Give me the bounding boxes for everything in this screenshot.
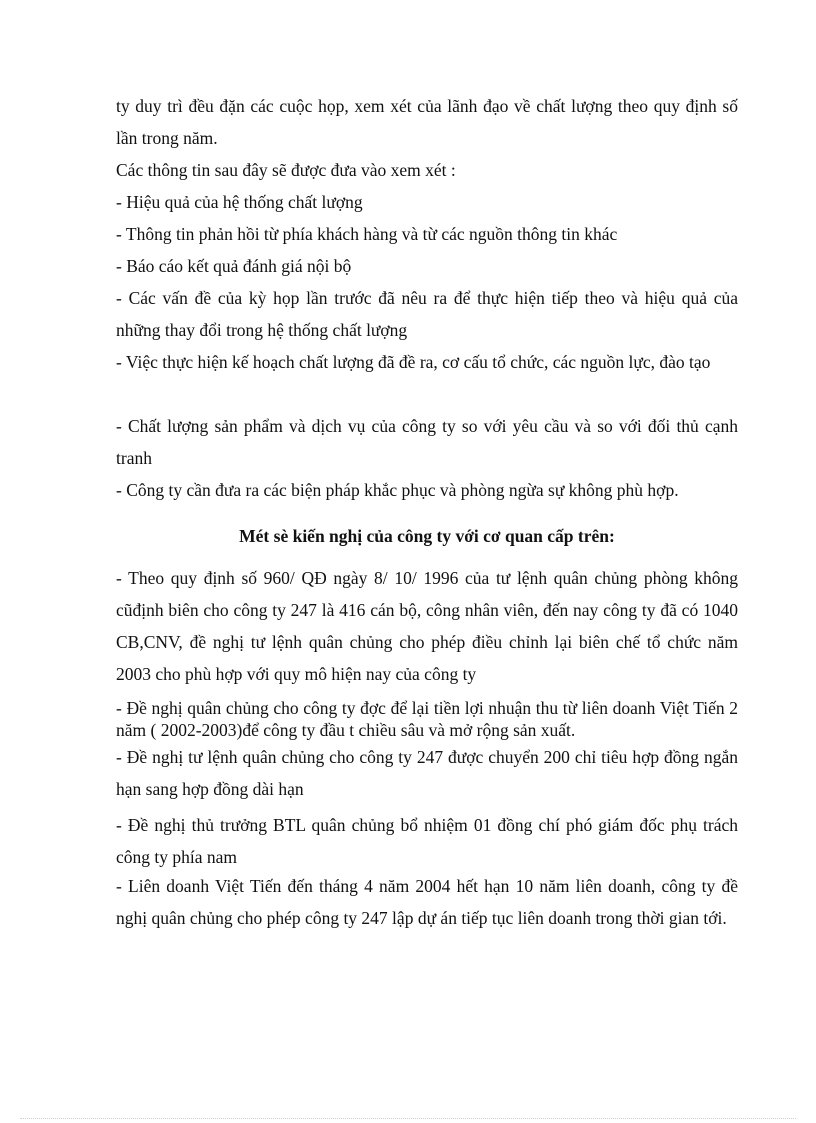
list-item-customer-feedback: - Thông tin phản hồi từ phía khách hàng và từ các nguồn thông tin khác — [116, 224, 618, 244]
paragraph-review-inputs-intro: Các thông tin sau đây sẽ được đưa vào xem xét : — [116, 160, 456, 180]
list-item-corrective-actions: - Công ty cần đưa ra các biện pháp khắc phục và phòng ngừa sự không phù hợp. — [116, 480, 679, 500]
list-item-internal-audit: - Báo cáo kết quả đánh giá nội bộ — [116, 256, 352, 276]
list-item-product-quality: - Chất lượng sản phẩm và dịch vụ của công ty so với yêu cầu và so với đối thủ cạnh tranh — [116, 416, 738, 468]
recommendation-joint-venture: - Liên doanh Việt Tiến đến tháng 4 năm 2004 hết hạn 10 năm liên doanh, công ty đề nghị quân chủng cho phép công ty 247 lập dự án tiếp tục liên doanh trong thời gian tới. — [116, 876, 738, 928]
page-bottom-divider — [20, 1118, 796, 1119]
section-heading: Mét sè kiến nghị của công ty với cơ quan cấp trên: — [239, 526, 615, 546]
recommendation-deputy-director: - Đề nghị thủ trưởng BTL quân chủng bổ nhiệm 01 đồng chí phó giám đốc phụ trách công ty phía nam — [116, 815, 738, 867]
paragraph-review-meetings: ty duy trì đều đặn các cuộc họp, xem xét của lãnh đạo về chất lượng theo quy định số lần trong năm. — [116, 96, 738, 148]
list-item-quality-plan: - Việc thực hiện kế hoạch chất lượng đã đề ra, cơ cấu tổ chức, các nguồn lực, đào tạo — [116, 352, 711, 372]
recommendation-contracts: - Đề nghị tư lệnh quân chủng cho công ty 247 được chuyển 200 chỉ tiêu hợp đồng ngắn hạn sang hợp đồng dài hạn — [116, 747, 738, 799]
list-item-qms-effectiveness: - Hiệu quả của hệ thống chất lượng — [116, 192, 363, 212]
recommendation-staffing: - Theo quy định số 960/ QĐ ngày 8/ 10/ 1996 của tư lệnh quân chủng phòng không cũđịnh biên cho công ty 247 là 416 cán bộ, công nhân viên, đến nay công ty đã có 1040 CB,CNV, đề nghị tư lệnh quân chủng cho phép điều chỉnh lại biên chế tổ chức năm 2003 cho phù hợp với quy mô hiện nay của công ty — [116, 568, 738, 684]
list-item-previous-meeting-issues: - Các vấn đề của kỳ họp lần trước đã nêu ra để thực hiện tiếp theo và hiệu quả của những thay đổi trong hệ thống chất lượng — [116, 288, 738, 340]
recommendation-profit-retention: - Đề nghị quân chủng cho công ty đợc để lại tiền lợi nhuận thu từ liên doanh Việt Tiến 2 năm ( 2002-2003)để công ty đầu t chiều sâu và mở rộng sản xuất. — [116, 698, 738, 740]
